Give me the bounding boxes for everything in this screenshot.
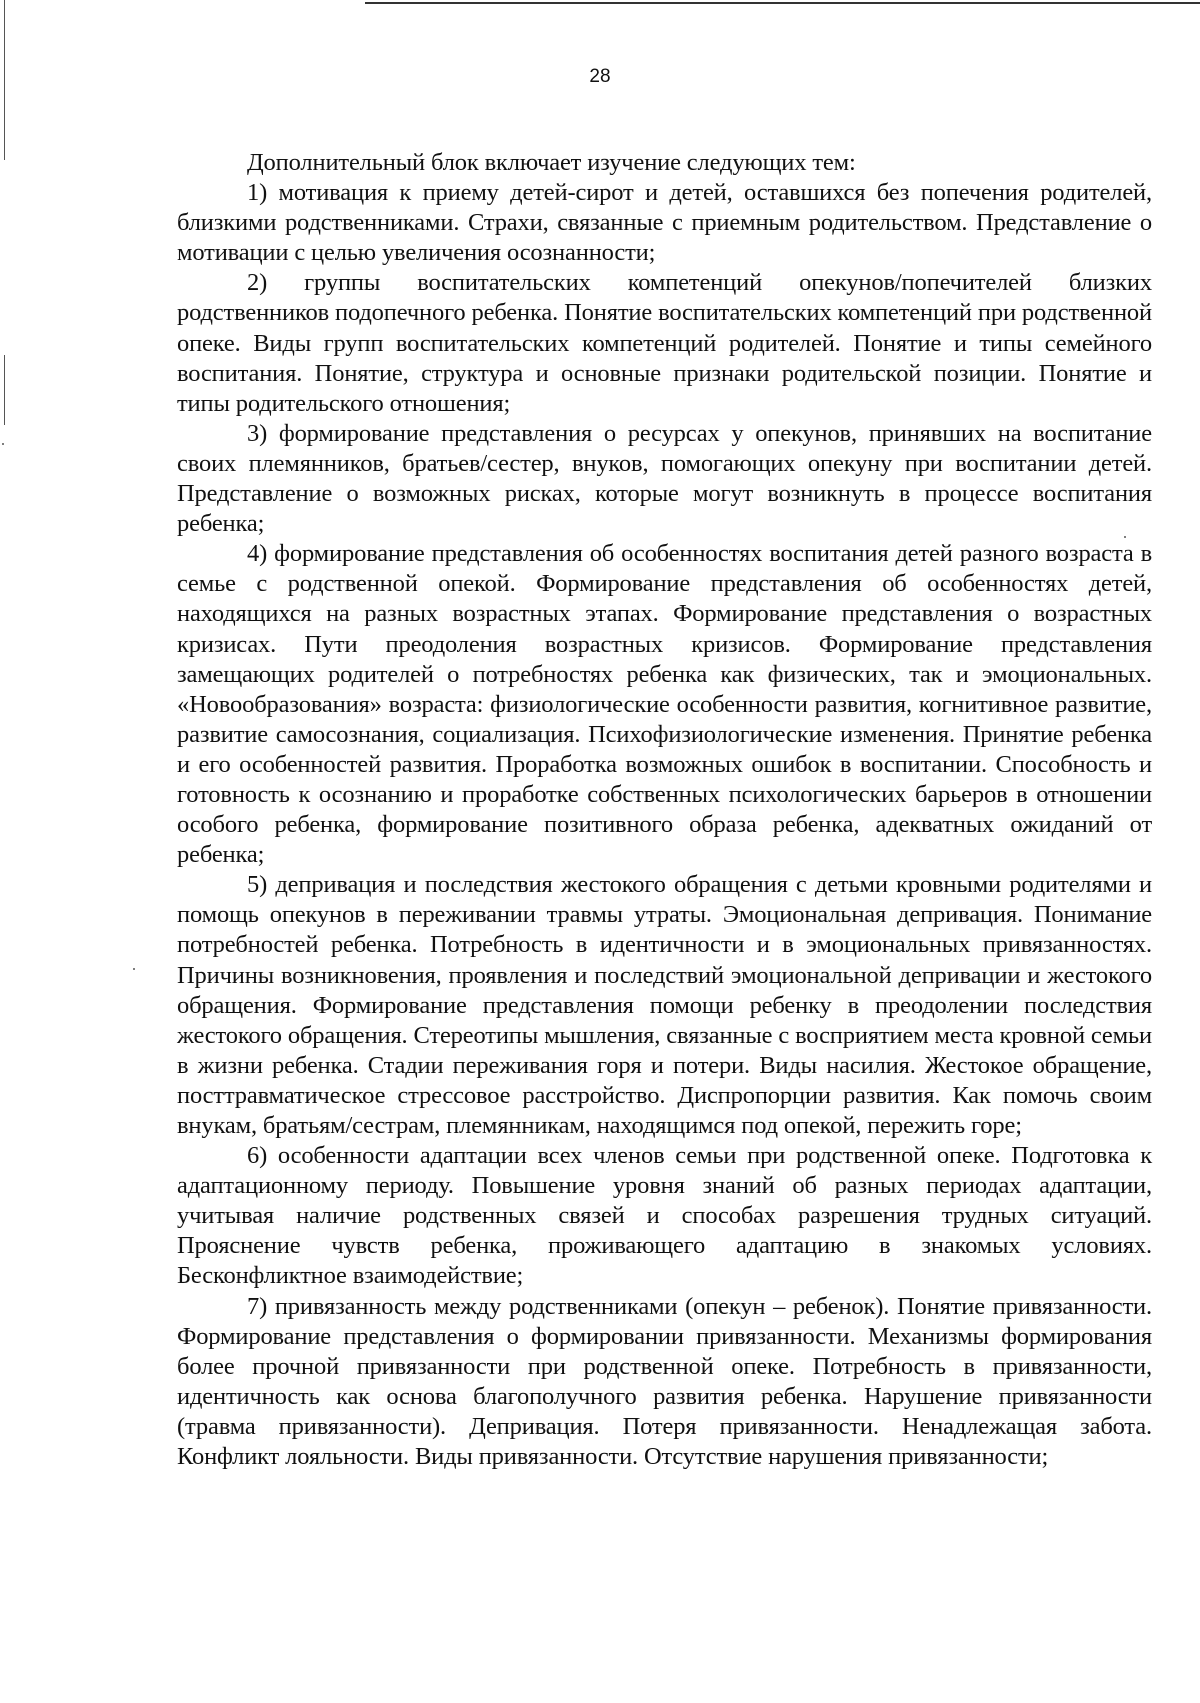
scan-speck bbox=[2, 443, 4, 445]
topic-item-6: 6) особенности адаптации всех членов семьи при родственной опеке. Подготовка к адаптационному периоду. Повышение уровня знаний об разных периодах адаптации, учитывая наличие родственных связей и способах разрешения трудных ситуаций. Прояснение чувств ребенка, проживающего адаптацию в знакомых условиях. Бесконфликтное взаимодействие; bbox=[177, 1142, 1152, 1290]
topic-item-2: 2) группы воспитательских компетенций опекунов/попечителей близких родственников подопечного ребенка. Понятие воспитательских компетенций при родственной опеке. Виды групп воспитательских компетенций родителей. Понятие и типы семейного воспитания. Понятие, структура и основные признаки родительской позиции. Понятие и типы родительского отношения; bbox=[177, 269, 1152, 417]
topic-item-5: 5) депривация и последствия жестокого обращения с детьми кровными родителями и помощь опекунов в переживании травмы утраты. Эмоциональная депривация. Понимание потребностей ребенка. Потребность в идентичности и в эмоциональных привязанностях. Причины возникновения, проявления и последствий эмоциональной депривации и жестокого обращения. Формирование представления помощи ребенку в преодолении последствия жестокого обращения. Стереотипы мышления, связанные с восприятием места кровной семьи в жизни ребенка. Стадии переживания горя и потери. Виды насилия. Жестокое обращение, посттравматическое стрессовое расстройство. Диспропорции развития. Как помочь своим внукам, братьям/сестрам, племянникам, находящимся под опекой, пережить горе; bbox=[177, 871, 1152, 1139]
topic-item-3: 3) формирование представления о ресурсах у опекунов, принявших на воспитание своих племянников, братьев/сестер, внуков, помогающих опекуну при воспитании детей. Представление о возможных рисках, которые могут возникнуть в процессе воспитания ребенка; bbox=[177, 419, 1152, 538]
topic-item-4: 4) формирование представления об особенностях воспитания детей разного возраста в семье с родственной опекой. Формирование представления об особенностях детей, находящихся на разных возрастных этапах. Формирование представления о возрастных кризисах. Пути преодоления возрастных кризисов. Формирование представления замещающих родителей о потребностях ребенка как физических, так и эмоциональных. «Новообразования» возраста: физиологические особенности развития, когнитивное развитие, развитие самосознания, социализация. Психофизиологические изменения. Принятие ребенка и его особенностей развития. Проработка возможных ошибок в воспитании. Способность и готовность к осознанию и проработке собственных психологических барьеров в отношении особого ребенка, формирование позитивного образа ребенка, адекватных ожиданий от ребенка; bbox=[177, 540, 1152, 869]
topic-item-1: 1) мотивация к приему детей-сирот и детей, оставшихся без попечения родителей, близкими родственниками. Страхи, связанные с приемным родительством. Представление о мотивации с целью увеличения осознанности; bbox=[177, 179, 1152, 267]
document-body bbox=[177, 148, 1152, 1472]
topic-item-7: 7) привязанность между родственниками (опекун – ребенок). Понятие привязанности. Формирование представления о формировании привязанности. Механизмы формирования более прочной привязанности при родственной опеке. Потребность в привязанности, идентичность как основа благополучного развития ребенка. Нарушение привязанности (травма привязанности). Депривация. Потеря привязанности. Ненадлежащая забота. Конфликт лояльности. Виды привязанности. Отсутствие нарушения привязанности; bbox=[177, 1292, 1152, 1471]
intro-paragraph: Дополнительный блок включает изучение следующих тем: bbox=[247, 149, 856, 176]
page-number: 28 bbox=[589, 66, 611, 87]
scan-margin-mark bbox=[4, 355, 5, 425]
scan-speck bbox=[133, 968, 135, 970]
scan-border-line bbox=[365, 2, 1200, 4]
